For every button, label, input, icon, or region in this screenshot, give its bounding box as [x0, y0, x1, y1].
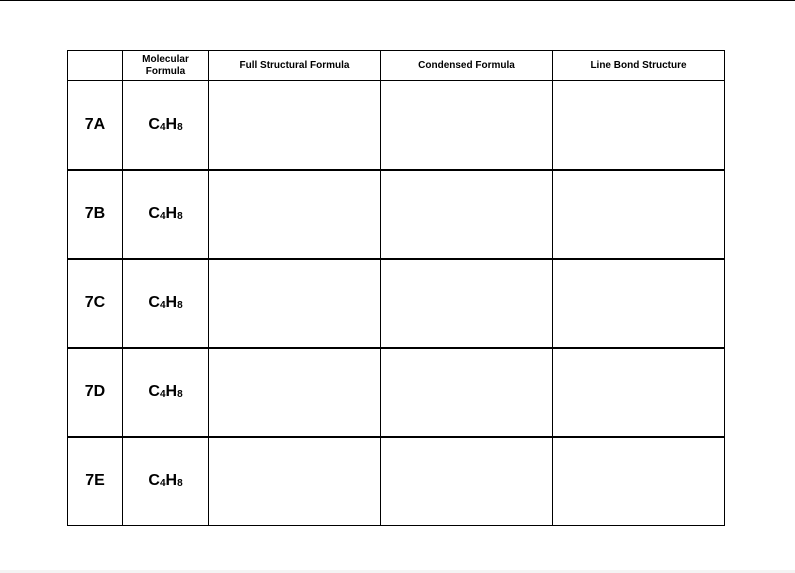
- formula-hydrogen: H: [165, 383, 178, 400]
- condensed-formula-cell[interactable]: [381, 170, 553, 259]
- full-structural-formula-cell[interactable]: [209, 259, 381, 348]
- formula-carbon: C: [148, 205, 160, 222]
- formula-carbon-count: 4: [159, 211, 166, 222]
- header-condensed-formula: Condensed Formula: [381, 51, 553, 81]
- molecular-formula: [148, 116, 182, 134]
- formula-worksheet-table: [67, 50, 725, 526]
- formula-carbon-count: 4: [159, 121, 166, 133]
- formula-hydrogen: H: [165, 115, 178, 133]
- molecular-formula: [148, 383, 182, 401]
- line-bond-structure-cell[interactable]: [553, 81, 725, 170]
- formula-hydrogen: H: [165, 472, 178, 490]
- page-top-rule: [0, 0, 795, 1]
- header-line-bond-structure: Line Bond Structure: [553, 51, 725, 81]
- condensed-formula-cell[interactable]: [381, 81, 553, 170]
- formula-hydrogen-count: 8: [177, 389, 183, 400]
- header-full-structural-formula: Full Structural Formula: [209, 51, 381, 81]
- formula-hydrogen-count: 8: [177, 478, 183, 490]
- formula-carbon: C: [148, 383, 160, 400]
- formula-carbon: C: [148, 294, 160, 311]
- condensed-formula-cell[interactable]: [381, 348, 553, 437]
- condensed-formula-cell[interactable]: [381, 259, 553, 348]
- formula-carbon-count: 4: [159, 389, 166, 400]
- table-row: [68, 170, 725, 259]
- table-row: [68, 437, 725, 526]
- molecular-formula-cell: [123, 81, 209, 170]
- line-bond-structure-cell[interactable]: [553, 437, 725, 526]
- molecular-formula: [148, 205, 182, 223]
- formula-hydrogen-count: 8: [177, 121, 183, 133]
- formula-hydrogen-count: 8: [177, 300, 183, 311]
- formula-hydrogen: H: [165, 205, 178, 222]
- header-id: [68, 51, 123, 81]
- formula-hydrogen-count: 8: [177, 211, 183, 222]
- molecular-formula-cell: [123, 170, 209, 259]
- header-row: [68, 51, 725, 81]
- formula-carbon-count: 4: [159, 300, 166, 311]
- full-structural-formula-cell[interactable]: [209, 348, 381, 437]
- row-id: 7D: [68, 348, 123, 437]
- row-id: 7A: [68, 81, 123, 170]
- line-bond-structure-cell[interactable]: [553, 348, 725, 437]
- molecular-formula-cell: [123, 259, 209, 348]
- formula-carbon: C: [148, 472, 160, 490]
- formula-hydrogen: H: [165, 294, 178, 311]
- full-structural-formula-cell[interactable]: [209, 81, 381, 170]
- table-row: [68, 259, 725, 348]
- molecular-formula-cell: [123, 348, 209, 437]
- formula-carbon: C: [148, 115, 160, 133]
- table-row: [68, 81, 725, 170]
- header-molecular-formula: Molecular Formula: [123, 51, 209, 81]
- formula-carbon-count: 4: [159, 478, 166, 490]
- row-id: 7C: [68, 259, 123, 348]
- line-bond-structure-cell[interactable]: [553, 170, 725, 259]
- row-id: 7B: [68, 170, 123, 259]
- full-structural-formula-cell[interactable]: [209, 170, 381, 259]
- molecular-formula: [148, 294, 182, 312]
- condensed-formula-cell[interactable]: [381, 437, 553, 526]
- line-bond-structure-cell[interactable]: [553, 259, 725, 348]
- table-row: [68, 348, 725, 437]
- full-structural-formula-cell[interactable]: [209, 437, 381, 526]
- molecular-formula: [148, 472, 182, 490]
- row-id: 7E: [68, 437, 123, 526]
- molecular-formula-cell: [123, 437, 209, 526]
